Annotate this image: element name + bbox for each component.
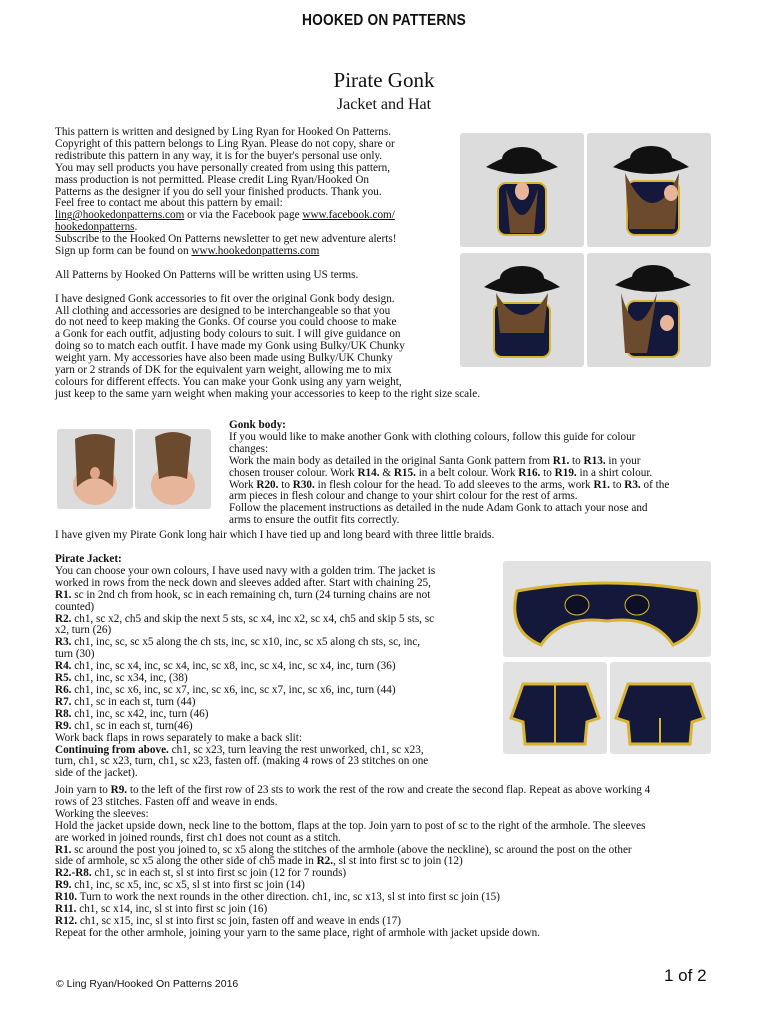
page-number: 1 of 2	[664, 966, 707, 985]
facebook-link[interactable]: www.facebook.com/	[302, 209, 395, 222]
row-instruction: R1. sc around the post you joined to, sc x5 along the stitches of the armhole (above the neckline), sc around the post on the other	[55, 843, 632, 856]
brand-header: HOOKED ON PATTERNS	[302, 12, 466, 29]
row-instruction: R8. ch1, inc, sc x42, inc, turn (46)	[55, 707, 209, 720]
signup-line	[55, 246, 455, 258]
email-link[interactable]: ling@hookedonpatterns.com	[55, 209, 185, 222]
row-instruction: R11. ch1, sc x14, inc, sl st into first sc join (16)	[55, 903, 268, 916]
gonk-photo-side	[587, 133, 711, 247]
facebook-link-cont[interactable]: hookedonpatterns	[55, 221, 135, 234]
body-line: Follow the placement instructions as detailed in the nude Adam Gonk to attach your nose and	[229, 502, 648, 515]
jacket-line: worked in rows from the neck down and sleeves added after. Start with chaining 25,	[55, 576, 431, 589]
website-link[interactable]: www.hookedonpatterns.com	[191, 245, 320, 258]
intro-line: Copyright of this pattern belongs to Ling Ryan. Please do not copy, share or	[55, 137, 395, 150]
newsletter-line: Subscribe to the Hooked On Patterns newsletter to get new adventure alerts!	[55, 233, 397, 246]
jacket-line: You can choose your own colours, I have used navy with a golden trim. The jacket is	[55, 564, 436, 577]
row-instruction-cont: rows of 23 stitches. Fasten off and weave in ends.	[55, 795, 278, 808]
jacket-front-photo	[503, 662, 607, 754]
us-terms-note: All Patterns by Hooked On Patterns will be written using US terms.	[55, 268, 359, 281]
intro-line: I have designed Gonk accessories to fit over the original Gonk body design.	[55, 292, 395, 305]
row-instruction: Continuing from above. ch1, sc x23, turn leaving the rest unworked, ch1, sc x23,	[55, 743, 424, 756]
jacket-section	[55, 554, 495, 780]
contact-text: .	[134, 221, 138, 234]
gonk-body-photo-back	[135, 429, 211, 509]
contact-text: or via the Facebook page	[184, 209, 303, 222]
row-instruction: R2.-R8. ch1, sc in each st, sl st into first sc join (12 for 7 rounds)	[55, 867, 347, 880]
copyright-footer: © Ling Ryan/Hooked On Patterns 2016	[56, 978, 239, 990]
page-subtitle: Jacket and Hat	[336, 96, 432, 113]
intro-line: weight yarn. My accessories have also been made using Bulky/UK Chunky	[55, 352, 393, 365]
jacket-line: Repeat for the other armhole, joining your yarn to the same place, right of armhole with jacket upside down.	[55, 926, 540, 939]
jacket-flat-photo	[503, 561, 711, 657]
hair-note: I have given my Pirate Gonk long hair which I have tied up and long beard with three little braids.	[55, 529, 495, 541]
gonk-photo-front	[460, 133, 584, 247]
page-title: Pirate Gonk	[333, 68, 435, 92]
signup-text: Sign up form can be found on	[55, 245, 192, 258]
intro-section	[55, 126, 480, 401]
jacket-line: Hold the jacket upside down, neck line to the bottom, flaps at the top. Join yarn to post of sc to the right of the armhole. The sleeves	[55, 819, 646, 832]
intro-line: You may sell products you have personally created from using this pattern,	[55, 161, 391, 174]
gonk-photo-back	[460, 253, 584, 367]
row-instruction: R3. ch1, inc, sc, sc x5 along the ch sts, inc, sc x10, inc, sc x5 along ch sts, sc, inc,	[55, 636, 421, 649]
body-line: Work R20. to R30. in flesh colour for the head. To add sleeves to the arms, work R1. to R3. of the	[229, 478, 670, 491]
intro-line: This pattern is written and designed by Ling Ryan for Hooked On Patterns.	[55, 126, 392, 138]
jacket-line: Work back flaps in rows separately to make a back slit:	[55, 731, 303, 744]
gonk-body-section	[229, 420, 719, 527]
sleeves-section	[55, 785, 735, 940]
gonk-photo-angle	[587, 253, 711, 367]
section-heading: Pirate Jacket:	[55, 553, 122, 565]
row-instruction: R5. ch1, inc, sc x34, inc, (38)	[55, 672, 188, 685]
body-line: chosen trouser colour. Work R14. & R15. in a belt colour. Work R16. to R19. in a shirt colour.	[229, 466, 653, 479]
row-instruction: Join yarn to R9. to the left of the first row of 23 sts to work the rest of the row and create the second flap. Repeat as above working 4	[55, 784, 651, 796]
row-instruction-cont: side of armhole, sc x5 along the other side of ch5 made in R2., sl st into first sc to join (12)	[55, 855, 463, 868]
intro-line: Feel free to contact me about this pattern by email:	[55, 197, 283, 210]
intro-line: Patterns as the designer if you do sell your finished products. Thank you.	[55, 185, 382, 198]
jacket-back-photo	[610, 662, 711, 754]
body-line: If you would like to make another Gonk with clothing colours, follow this guide for colour	[229, 430, 636, 443]
intro-line: just keep to the same yarn weight when making your accessories to keep to the right size scale.	[55, 387, 480, 400]
intro-line: yarn or 2 strands of DK for the equivalent yarn weight, allowing me to mix	[55, 364, 392, 377]
subsection-heading: Working the sleeves:	[55, 807, 149, 820]
intro-line: redistribute this pattern in any way, it is for the buyer's personal use only.	[55, 149, 383, 162]
section-heading: Gonk body:	[229, 419, 286, 431]
gonk-body-photo-front	[57, 429, 133, 509]
intro-line: colours for different effects. You can make your Gonk using any yarn weight,	[55, 376, 402, 388]
row-instruction: R2. ch1, sc x2, ch5 and skip the next 5 sts, sc x4, inc x2, sc x4, ch5 and skip 5 sts, sc	[55, 612, 435, 625]
body-line: arm pieces in flesh colour and change to your shirt colour for the rest of arms.	[229, 490, 578, 503]
row-instruction: R9. ch1, sc in each st, turn(46)	[55, 719, 193, 732]
row-instruction-cont: turn (30)	[55, 648, 95, 661]
row-instruction: R1. sc in 2nd ch from hook, sc in each remaining ch, turn (24 turning chains are not	[55, 588, 431, 601]
row-instruction-cont: counted)	[55, 600, 95, 613]
body-line: Work the main body as detailed in the original Santa Gonk pattern from R1. to R13. in your	[229, 454, 641, 467]
row-instruction: R10. Turn to work the next rounds in the other direction. ch1, inc, sc x13, sl st into first sc join (15)	[55, 891, 500, 904]
intro-line: a Gonk for each outfit, adjusting body colours to suit. I will give guidance on	[55, 328, 401, 341]
row-instruction: R12. ch1, sc x15, inc, sl st into first sc join, fasten off and weave in ends (17)	[55, 914, 401, 927]
row-instruction: R4. ch1, inc, sc x4, inc, sc x4, inc, sc x8, inc, sc x4, inc, sc x4, inc, turn (36)	[55, 660, 396, 673]
row-instruction-cont: turn, ch1, sc x23, turn, ch1, sc x23, fasten off. (making 4 rows of 23 stitches on one	[55, 755, 429, 768]
row-instruction-cont: side of the jacket).	[55, 767, 138, 780]
row-instruction: R9. ch1, inc, sc x5, inc, sc x5, sl st into first sc join (14)	[55, 879, 305, 892]
row-instruction-cont: x2, turn (26)	[55, 624, 112, 637]
intro-line: mass production is not permitted. Please credit Ling Ryan/Hooked On	[55, 173, 369, 186]
intro-line: All clothing and accessories are designed to be interchangeable so that you	[55, 304, 391, 317]
body-line: changes:	[229, 442, 269, 455]
body-line: arms to ensure the outfit fits correctly.	[229, 514, 400, 527]
row-instruction: R6. ch1, inc, sc x6, inc, sc x7, inc, sc x6, inc, sc x7, inc, sc x6, inc, turn (44)	[55, 683, 396, 696]
jacket-line: are worked in joined rounds, first ch1 does not count as a stitch.	[55, 831, 341, 844]
row-instruction: R7. ch1, sc in each st, turn (44)	[55, 695, 196, 708]
intro-line: do not need to keep making the Gonks. Of course you could choose to make	[55, 316, 397, 329]
intro-line: doing so to match each outfit. I have made my Gonk using Bulky/UK Chunky	[55, 340, 405, 353]
